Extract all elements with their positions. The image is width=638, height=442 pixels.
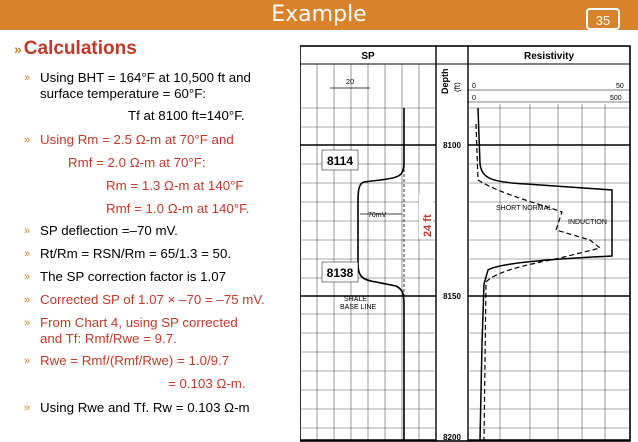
calc-line: surface temperature = 60°F:	[40, 86, 207, 101]
calc-line: Tf at 8100 ft=140°F.	[128, 108, 245, 123]
double-arrow-icon: »	[14, 41, 22, 57]
page-number: 35	[586, 8, 620, 30]
resistivity-scale2-right: 500	[610, 95, 622, 102]
depth-label-8150: 8150	[443, 292, 461, 301]
bottom-depth-label: 8138	[326, 266, 354, 280]
bullet-icon: »	[24, 72, 31, 84]
calc-line: Using BHT = 164°F at 10,500 ft and	[40, 70, 251, 85]
top-depth-label: 8114	[326, 154, 354, 168]
shale-label: SHALE	[344, 296, 367, 303]
short-normal-label: SHORT NORMAL	[496, 205, 553, 212]
bullet-icon: »	[24, 294, 31, 306]
calc-line: Rmf = 1.0 Ω-m at 140°F.	[106, 201, 250, 216]
calc-line: = 0.103 Ω-m.	[168, 376, 246, 391]
calc-line: Rm = 1.3 Ω-m at 140°F	[106, 178, 244, 193]
resistivity-scale-right: 50	[616, 83, 624, 90]
depth-title: Depth	[440, 68, 450, 94]
calc-line: Using Rwe and Tf. Rw = 0.103 Ω-m	[40, 400, 250, 415]
shale-base-line-label: BASE LINE	[340, 304, 377, 311]
calc-line: Corrected SP of 1.07 × –70 = –75 mV.	[40, 292, 265, 307]
bullet-icon: »	[24, 271, 31, 283]
induction-curve	[476, 124, 600, 440]
bullet-icon: »	[24, 317, 31, 329]
resistivity-scale-left: 0	[472, 83, 476, 90]
slide-title: Example	[271, 2, 367, 27]
resistivity-track-title: Resistivity	[523, 51, 575, 62]
bullet-icon: »	[24, 355, 31, 367]
calc-line: and Tf: Rmf/Rwe = 9.7.	[40, 331, 177, 346]
calc-line: Using Rm = 2.5 Ω-m at 70°F and	[40, 132, 234, 147]
sp-scale-label: 20	[345, 77, 355, 86]
sp-track-title: SP	[361, 51, 375, 62]
section-title: Calculations	[23, 38, 137, 59]
depth-label-8200: 8200	[443, 433, 461, 442]
bed-thickness-label: 24 ft	[422, 214, 434, 237]
bullet-icon: »	[24, 402, 31, 414]
calc-line: The SP correction factor is 1.07	[40, 269, 227, 284]
bullet-icon: »	[24, 248, 31, 260]
calc-line: Rt/Rm = RSN/Rm = 65/1.3 = 50.	[40, 246, 232, 261]
calc-line: Rmf = 2.0 Ω-m at 70°F:	[68, 155, 206, 170]
resistivity-scale2-left: 0	[472, 95, 476, 102]
calc-line: SP deflection =–70 mV.	[40, 223, 178, 238]
calc-line: Rwe = Rmf/(Rmf/Rwe) = 1.0/9.7	[40, 353, 230, 368]
depth-label-8100: 8100	[443, 141, 461, 150]
calc-line: From Chart 4, using SP corrected	[40, 315, 238, 330]
depth-unit: (ft)	[453, 82, 462, 92]
deflection-label: 70mV	[368, 212, 387, 219]
induction-label: INDUCTION	[568, 219, 607, 226]
bullet-icon: »	[24, 134, 31, 146]
well-log-figure	[300, 44, 638, 442]
bullet-icon: »	[24, 225, 31, 237]
calculation-list	[0, 0, 300, 442]
